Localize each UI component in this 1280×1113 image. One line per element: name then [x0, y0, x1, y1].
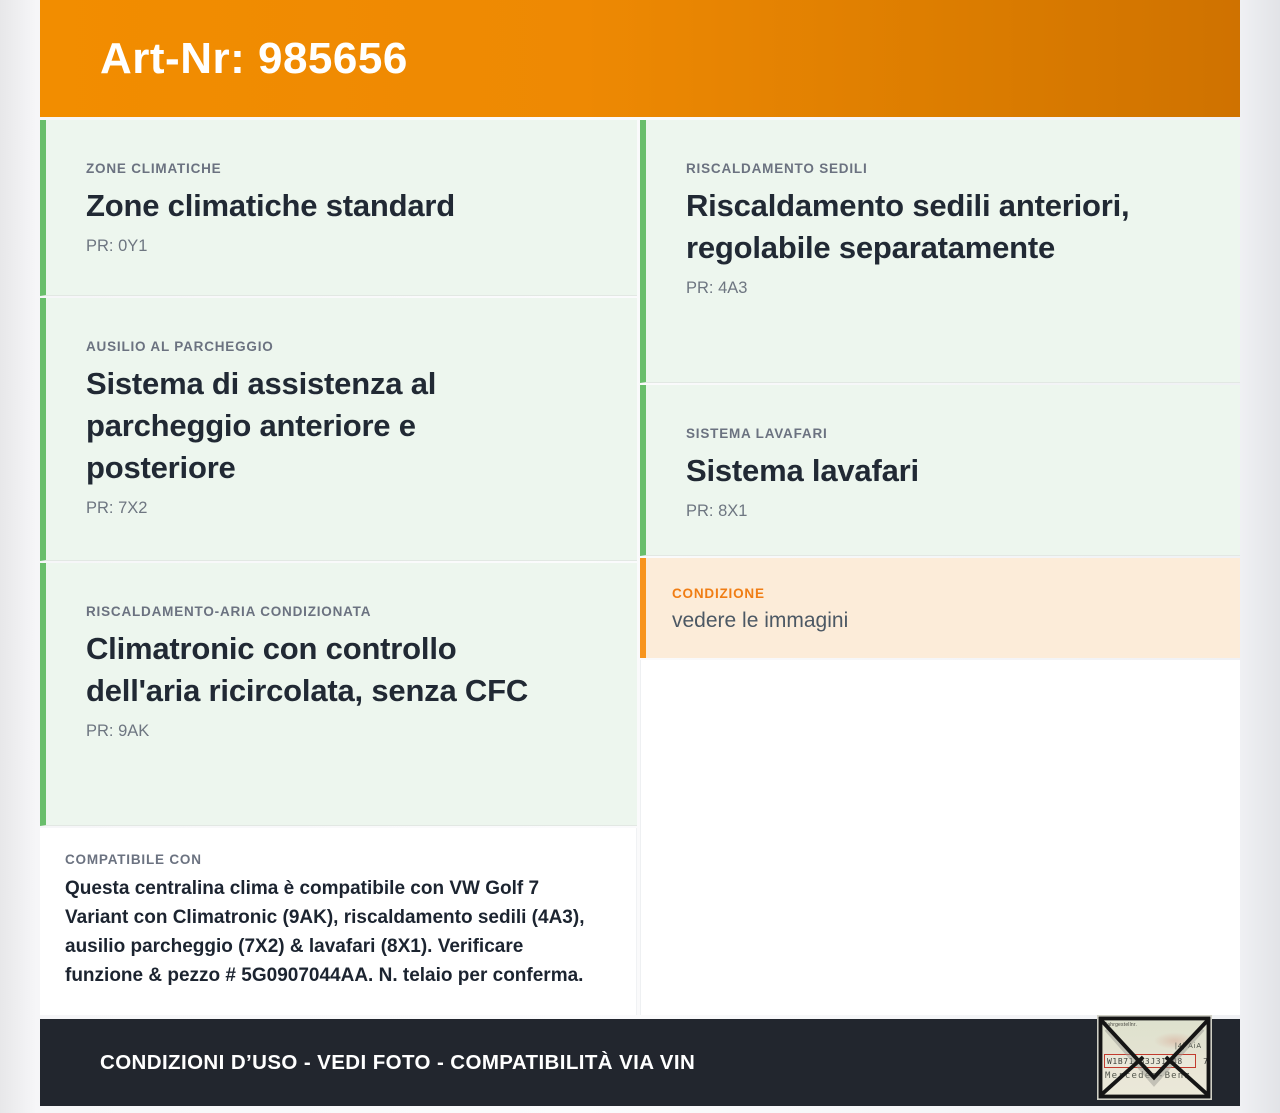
vin-box: W1B71463J31248 — [1104, 1054, 1196, 1068]
condition-label: CONDIZIONE — [672, 586, 765, 601]
article-number-banner — [40, 0, 1240, 117]
listing-page — [40, 0, 1240, 1113]
compatibility-card — [40, 828, 637, 1015]
document-row-text: |4| AiA — [1175, 1043, 1202, 1050]
pr-code: PR: 8X1 — [686, 502, 748, 520]
registration-document-image — [1097, 1015, 1212, 1100]
vehicle-make-text: Mercedes-Benz — [1105, 1071, 1192, 1081]
card-heading: Zone climatiche standard — [86, 188, 456, 223]
condition-text: vedere le immagini — [672, 609, 849, 632]
card-label: RISCALDAMENTO-ARIA CONDIZIONATA — [86, 604, 372, 619]
pr-code: PR: 4A3 — [686, 279, 748, 297]
left-column — [40, 120, 637, 1015]
empty-area — [640, 660, 1240, 1015]
card-heading: Riscaldamento sedili anteriori, regolabile separatamente — [686, 188, 1130, 265]
card-label: COMPATIBILE CON — [65, 852, 202, 867]
condition-card — [640, 558, 1240, 658]
feature-card-sistema-lavafari — [640, 385, 1240, 556]
compatibility-text: Questa centralina clima è compatibile con VW Golf 7 Variant con Climatronic (9AK), riscaldamento sedili (4A3), ausilio parcheggio (7X2) & lavafari (8X1). Verificare funzione & pezzo # 5G0907044AA. N. telaio per conferma. — [65, 878, 585, 986]
document-field-label: Fahrgestellnr. — [1104, 1022, 1138, 1028]
card-heading: Climatronic con controllo dell'aria ricircolata, senza CFC — [86, 631, 529, 708]
card-heading: Sistema lavafari — [686, 453, 919, 488]
pr-code: PR: 9AK — [86, 722, 150, 740]
pr-code: PR: 0Y1 — [86, 237, 148, 255]
envelope-icon — [1098, 1016, 1211, 1099]
feature-card-zone-climatiche — [40, 120, 637, 296]
vin-suffix: 7 — [1203, 1057, 1208, 1066]
page-title: Art-Nr: 985656 — [100, 33, 408, 83]
feature-card-aria-condizionata — [40, 563, 637, 826]
card-label: AUSILIO AL PARCHEGGIO — [86, 339, 274, 354]
card-label: SISTEMA LAVAFARI — [686, 426, 828, 441]
feature-card-grid — [40, 120, 1240, 1015]
card-label: RISCALDAMENTO SEDILI — [686, 161, 868, 176]
card-label: ZONE CLIMATICHE — [86, 161, 222, 176]
conditions-footer — [40, 1019, 1240, 1106]
right-column — [640, 120, 1240, 1015]
pr-code: PR: 7X2 — [86, 499, 148, 517]
footer-text: CONDIZIONI D’USO - VEDI FOTO - COMPATIBILITÀ VIA VIN — [100, 1050, 696, 1074]
feature-card-ausilio-parcheggio — [40, 298, 637, 561]
card-heading: Sistema di assistenza al parcheggio anteriore e posteriore — [86, 366, 437, 485]
feature-card-riscaldamento-sedili — [640, 120, 1240, 383]
